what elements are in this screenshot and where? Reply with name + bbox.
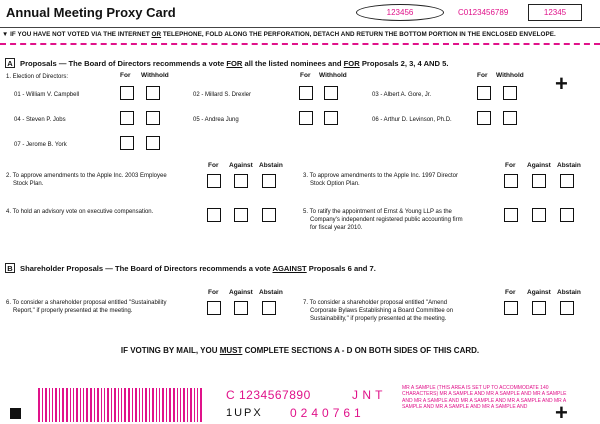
director-1-withhold-checkbox[interactable]: [146, 86, 160, 100]
barcode-bar: [55, 388, 57, 422]
barcode-bar: [128, 388, 130, 422]
footer-jnt: J N T: [352, 388, 383, 402]
col-for: For: [120, 72, 131, 79]
barcode-bar: [187, 388, 188, 422]
director-2-for-checkbox[interactable]: [299, 86, 313, 100]
card-title: Annual Meeting Proxy Card: [6, 5, 176, 20]
barcode-bar: [121, 388, 122, 422]
registration-plus-icon: +: [555, 400, 568, 424]
mail-instruction: IF VOTING BY MAIL, YOU MUST COMPLETE SECTIONS A - D ON BOTH SIDES OF THIS CARD.: [120, 346, 480, 355]
director-label: 06 - Arthur D. Levinson, Ph.D.: [372, 117, 452, 123]
col-withhold: Withhold: [496, 72, 524, 79]
perforation-line: [0, 43, 600, 45]
col-withhold: Withhold: [141, 72, 169, 79]
director-label: 07 - Jerome B. York: [14, 142, 67, 148]
barcode-bar: [159, 388, 160, 422]
barcode-bar: [70, 388, 71, 422]
director-3-for-checkbox[interactable]: [477, 86, 491, 100]
barcode-bar: [38, 388, 40, 422]
proposal-3-label: 3. To approve amendments to the Apple Inc. 1997 Director Stock Option Plan.: [303, 173, 458, 187]
top-divider: [0, 27, 600, 28]
barcode-bar: [169, 388, 171, 422]
col-for: For: [208, 162, 219, 169]
barcode-bar: [118, 388, 119, 422]
barcode-bar: [59, 388, 60, 422]
proposal-3-for-checkbox[interactable]: [504, 174, 518, 188]
section-a-badge: A: [5, 58, 15, 68]
proposal-6-against-checkbox[interactable]: [234, 301, 248, 315]
director-3-withhold-checkbox[interactable]: [503, 86, 517, 100]
proposal-3-against-checkbox[interactable]: [532, 174, 546, 188]
director-1-for-checkbox[interactable]: [120, 86, 134, 100]
proposal-3-abstain-checkbox[interactable]: [560, 174, 574, 188]
proposal-6-abstain-checkbox[interactable]: [262, 301, 276, 315]
barcode-bar: [111, 388, 112, 422]
col-abstain: Abstain: [557, 162, 581, 169]
col-against: Against: [229, 162, 253, 169]
proposal-5-abstain-checkbox[interactable]: [560, 208, 574, 222]
barcode-bar: [52, 388, 53, 422]
barcode-bar: [83, 388, 84, 422]
barcode-bar: [62, 388, 64, 422]
barcode-bar: [197, 388, 198, 422]
col-for: For: [477, 72, 488, 79]
barcode-bar: [132, 388, 133, 422]
director-label: 05 - Andrea Jung: [193, 117, 239, 123]
section-b-heading: Shareholder Proposals — The Board of Directors recommends a vote AGAINST Proposals 6 and 7.: [20, 264, 376, 273]
sample-address: MR A SAMPLE (THIS AREA IS SET UP TO ACCOMMODATE 140 CHARACTERS) MR A SAMPLE AND MR A SAMPLE AND MR A SAMPLE AND MR A SAMPLE AND MR A SAMPLE AND MR A SAMPLE AND MR A SAMPLE AND MR A SAMPLE AND MR A SAMPLE AND: [402, 385, 567, 410]
registration-plus-icon: +: [555, 71, 568, 96]
director-7-withhold-checkbox[interactable]: [146, 136, 160, 150]
proposal-2-against-checkbox[interactable]: [234, 174, 248, 188]
barcode-bar: [45, 388, 47, 422]
col-withhold: Withhold: [319, 72, 347, 79]
director-5-for-checkbox[interactable]: [299, 111, 313, 125]
col-for: For: [300, 72, 311, 79]
director-2-withhold-checkbox[interactable]: [324, 86, 338, 100]
proposal-6-for-checkbox[interactable]: [207, 301, 221, 315]
barcode-bar: [162, 388, 164, 422]
barcode-bar: [149, 388, 150, 422]
director-5-withhold-checkbox[interactable]: [324, 111, 338, 125]
control-code: C0123456789: [458, 8, 509, 17]
election-label: 1. Election of Directors:: [6, 74, 69, 80]
detach-notice: ▼ IF YOU HAVE NOT VOTED VIA THE INTERNET OR TELEPHONE, FOLD ALONG THE PERFORATION, DETACH AND RETURN THE BOTTOM PORTION IN THE ENCLOSED ENVELOPE.: [2, 31, 556, 38]
col-abstain: Abstain: [259, 289, 283, 296]
box-code: 12345: [528, 4, 582, 21]
oval-code: 123456: [356, 4, 444, 21]
proposal-4-for-checkbox[interactable]: [207, 208, 221, 222]
footer-upx: 1UPX: [226, 407, 263, 419]
director-label: 01 - William V. Campbell: [14, 92, 80, 98]
proposal-2-abstain-checkbox[interactable]: [262, 174, 276, 188]
director-7-for-checkbox[interactable]: [120, 136, 134, 150]
proposal-7-abstain-checkbox[interactable]: [560, 301, 574, 315]
barcode-bar: [86, 388, 88, 422]
director-label: 04 - Steven P. Jobs: [14, 117, 66, 123]
proposal-2-label: 2. To approve amendments to the Apple Inc. 2003 Employee Stock Plan.: [6, 173, 167, 187]
barcode-bar: [156, 388, 157, 422]
barcode-bar: [80, 388, 81, 422]
barcode-bar: [97, 388, 99, 422]
proposal-6-label: 6. To consider a shareholder proposal entitled "Sustainability Report," if properly presented at the meeting.: [6, 300, 167, 314]
barcode-bar: [107, 388, 109, 422]
col-for: For: [505, 162, 516, 169]
barcode-bar: [42, 388, 43, 422]
barcode-bar: [135, 388, 137, 422]
director-6-withhold-checkbox[interactable]: [503, 111, 517, 125]
section-a-heading: Proposals — The Board of Directors recommends a vote FOR all the listed nominees and FOR Proposals 2, 3, 4 AND 5.: [20, 59, 449, 68]
col-abstain: Abstain: [259, 162, 283, 169]
barcode-bar: [166, 388, 167, 422]
col-against: Against: [229, 289, 253, 296]
barcode-bar: [200, 388, 202, 422]
barcode-bar: [49, 388, 50, 422]
barcode-bar: [76, 388, 78, 422]
footer-number: 0240761: [290, 406, 365, 420]
proposal-7-for-checkbox[interactable]: [504, 301, 518, 315]
barcode-bar: [73, 388, 74, 422]
col-for: For: [505, 289, 516, 296]
barcode-bar: [90, 388, 92, 422]
director-label: 02 - Millard S. Drexler: [193, 92, 252, 98]
footer-code: C 1234567890: [226, 388, 311, 402]
barcode-bar: [177, 388, 178, 422]
barcode-bar: [66, 388, 68, 422]
barcode-bar: [145, 388, 147, 422]
barcode-bar: [194, 388, 195, 422]
barcode: [38, 388, 204, 422]
proposal-2-for-checkbox[interactable]: [207, 174, 221, 188]
proposal-4-label: 4. To hold an advisory vote on executive compensation.: [6, 209, 154, 215]
proposal-5-label: 5. To ratify the appointment of Ernst & Young LLP as the Company's independent registered public accounting firm for fiscal year 2010.: [303, 209, 463, 231]
section-b-badge: B: [5, 263, 15, 273]
director-4-for-checkbox[interactable]: [120, 111, 134, 125]
proposal-5-for-checkbox[interactable]: [504, 208, 518, 222]
triangle-icon: ▼: [2, 31, 9, 38]
barcode-bar: [173, 388, 175, 422]
barcode-bar: [152, 388, 154, 422]
director-4-withhold-checkbox[interactable]: [146, 111, 160, 125]
registration-square-icon: [10, 408, 21, 419]
director-6-for-checkbox[interactable]: [477, 111, 491, 125]
barcode-bar: [101, 388, 102, 422]
barcode-bar: [124, 388, 126, 422]
barcode-bar: [183, 388, 185, 422]
col-against: Against: [527, 289, 551, 296]
director-label: 03 - Albert A. Gore, Jr.: [372, 92, 432, 98]
proposal-7-against-checkbox[interactable]: [532, 301, 546, 315]
barcode-bar: [180, 388, 181, 422]
barcode-bar: [142, 388, 143, 422]
proposal-5-against-checkbox[interactable]: [532, 208, 546, 222]
barcode-bar: [94, 388, 95, 422]
proposal-4-against-checkbox[interactable]: [234, 208, 248, 222]
barcode-bar: [104, 388, 105, 422]
proposal-4-abstain-checkbox[interactable]: [262, 208, 276, 222]
barcode-bar: [114, 388, 116, 422]
col-against: Against: [527, 162, 551, 169]
col-for: For: [208, 289, 219, 296]
col-abstain: Abstain: [557, 289, 581, 296]
barcode-bar: [190, 388, 192, 422]
proposal-7-label: 7. To consider a shareholder proposal entitled "Amend Corporate Bylaws Establishing a Board Committee on Sustainability," if properly presented at the meeting.: [303, 300, 454, 322]
barcode-bar: [139, 388, 140, 422]
